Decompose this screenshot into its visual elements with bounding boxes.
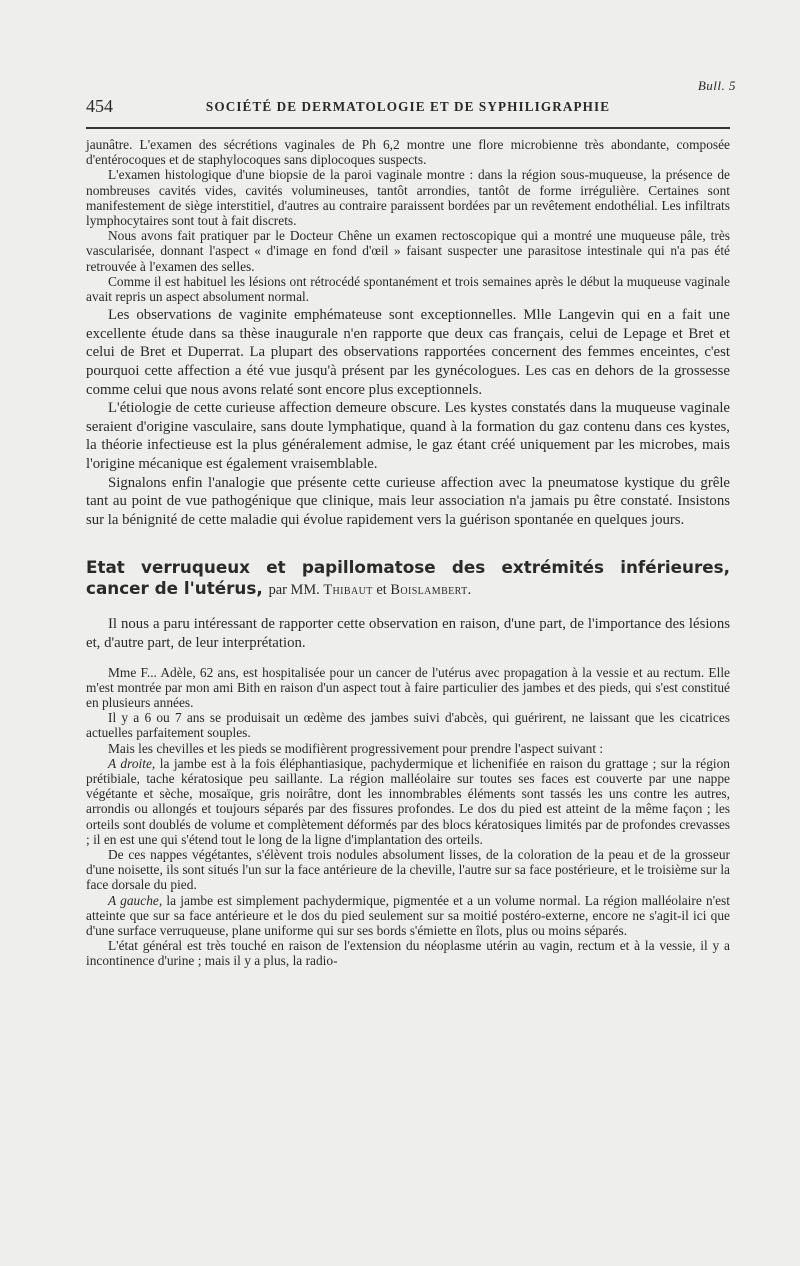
right-side-text: la jambe est à la fois éléphantiasique, pachydermique et lichenifiée en raison du grattage ; sur la région prétibiale, tache kératosique peu saillante. La région malléolaire sur toutes ses faces est couverte par une nappe végétante et sèche, mosaïque, gris noirâtre, dont les innombrables éléments sont tassés les uns contre les autres, arrondis ou allongés et toujours séparés par des fissures profondes. Le dos du pied est atteint de la même façon ; les orteils sont doublés de volume et complètement déformés par des blocs kératosiques limités par de profondes crevasses ; il en est une qui s'étend tout le long de la ligne d'implantation des orteils. [86,755,731,847]
paragraph-regression: Comme il est habituel les lésions ont rétrocédé spontanément et trois semaines après le début la muqueuse vaginale avait repris un aspect absolument normal. [86,273,730,305]
author-boislambert: Boislambert. [390,581,472,598]
handwritten-bulletin-note: Bull. 5 [697,78,736,93]
journal-title: SOCIÉTÉ DE DERMATOLOGIE ET DE SYPHILIGRAPHIE [205,99,611,114]
case-paragraph-3: Mais les chevilles et les pieds se modifièrent progressivement pour prendre l'aspect suivant : [108,740,604,756]
article-heading [86,557,730,600]
running-header [86,96,730,118]
case-paragraph-left [86,893,730,939]
paragraph-observations: Les observations de vaginite emphémateuse sont exceptionnelles. Mlle Langevin qui en a fait une excellente étude dans sa thèse inaugurale n'en rapporte que deux cas français, celui de Lepage et Bret et celui de Bret et Duperrat. La plupart des observations rapportées concernent des femmes enceintes, c'est pourquoi cette affection a été vue jusqu'à présent par les gynécologues. Les cas en dehors de la grossesse comme celui que nous avons relaté sont encore plus exceptionnels. [86,307,730,398]
paragraph-histology: L'examen histologique d'une biopsie de la paroi vaginale montre : dans la région sous-muqueuse, la présence de nombreuses cavités vides, cavités volumineuses, tantôt arrondies, tantôt de forme irrégulière. Certaines sont manifestement de siège interstitiel, d'autres au contraire paraissent bordées par un revêtement endothélial. Les infiltrats lymphocytaires sont tout à fait discrets. [86,167,730,229]
paragraph-etiology: L'étiologie de cette curieuse affection demeure obscure. Les kystes constatés dans la muqueuse vaginale seraient d'origine vasculaire, sans doute lymphatique, quand à la formation du gaz contenu dans ces kystes, la théorie infectieuse est la plus généralement admise, le gaz étant créé uniquement par les microbes, mais l'origine mécanique est également vraisemblable. [86,400,730,472]
case-paragraph-nodules: De ces nappes végétantes, s'élèvent trois nodules absolument lisses, de la coloration de la peau et de la grosseur d'une noisette, ils sont situés l'un sur la face antérieure de la cheville, l'autre sur sa face postérieure, et le troisième sur la face dorsale du pied. [86,846,730,893]
case-paragraph-right [86,756,730,847]
paragraph-rectoscopy: Nous avons fait pratiquer par le Docteur Chêne un examen rectoscopique qui a montré une muqueuse pâle, très vascularisée, donnant l'aspect « d'image en fond d'œil » faisant suspecter une parasitose intestinale qui n'a pas été retrouvée à l'examen des selles. [86,228,730,274]
author-thibaut: Thibaut [323,581,373,598]
paragraph-continuation: jaunâtre. L'examen des sécrétions vaginales de Ph 6,2 montre une flore microbienne très abondante, composée d'entérocoques et de staphylocoques sans diplocoques suspects. [86,137,730,168]
body-text [86,137,730,969]
paragraph-introduction: Il nous a paru intéressant de rapporter cette observation en raison, d'une part, de l'importance des lésions et, d'autre part, de leur interprétation. [86,616,730,651]
authors-prefix: par MM. [268,581,320,598]
case-paragraph-general-state: L'état général est très touché en raison de l'extension du néoplasme utérin au vagin, rectum et à la vessie, il y a incontinence d'urine ; mais il y a plus, la radio- [86,938,730,969]
article-title: Etat verruqueux et papillomatose des extrémités inférieures, cancer de l'utérus, [86,557,730,598]
left-side-lead: A gauche, [108,892,163,908]
page-number: 454 [86,96,113,116]
authors-joiner: et [376,581,387,598]
article-authors [269,582,472,598]
header-rule [86,127,730,129]
case-paragraph-2: Il y a 6 ou 7 ans se produisait un œdème des jambes suivi d'abcès, qui guérirent, ne laissant que les cicatrices actuelles parfaitement souples. [86,710,730,741]
right-side-lead: A droite, [108,755,156,771]
left-side-text: la jambe est simplement pachydermique, pigmentée et a un volume normal. La région malléolaire n'est atteinte que sur sa face antérieure et le dos du pied seulement sur sa moitié postéro-externe, encore ne s'agit-il ici que d'une surface verruqueuse, plane uniforme qui sur ses bords s'émiette en îlots, plus ou moins séparés. [86,892,730,938]
paragraph-analogy: Signalons enfin l'analogie que présente cette curieuse affection avec la pneumatose kystique du grêle tant au point de vue pathogénique que clinique, mais leur association n'a jamais pu être constaté. Insistons sur la bénignité de cette maladie qui évolue rapidement vers la guérison spontanée en quelques jours. [86,474,730,528]
case-paragraph-1: Mme F... Adèle, 62 ans, est hospitalisée pour un cancer de l'utérus avec propagation à la vessie et au rectum. Elle m'est montrée par mon ami Bith en raison d'un aspect tout à faire particulier des jambes et des pieds, qui s'est constitué en plusieurs années. [86,664,730,710]
